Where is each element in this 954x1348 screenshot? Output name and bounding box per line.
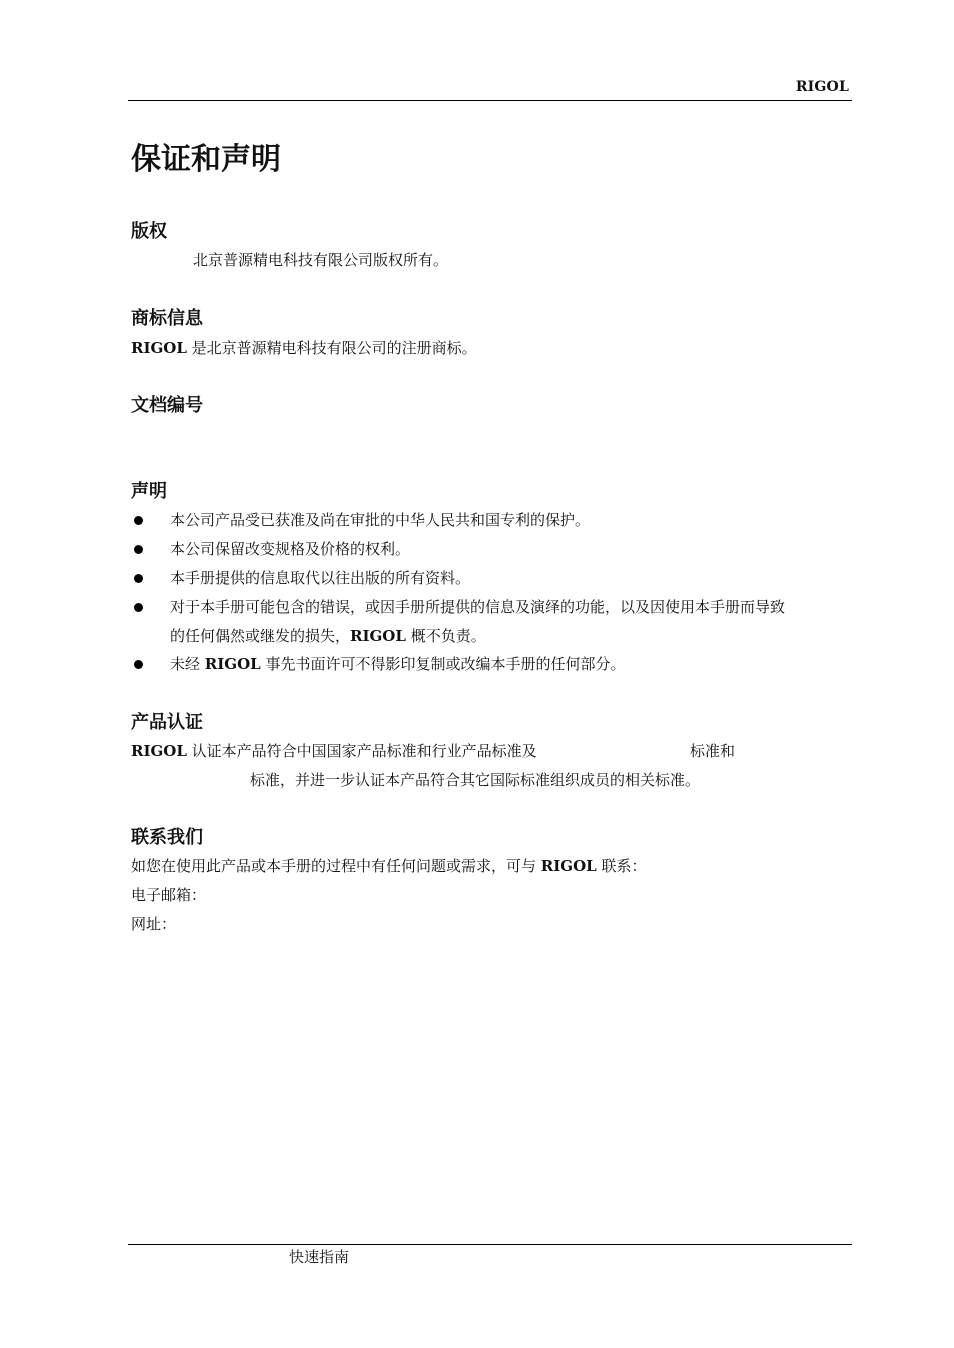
statement-item-4-post: 概不负责。 (405, 627, 486, 645)
certification-heading: 产品认证 (131, 712, 203, 733)
trademark-heading: 商标信息 (131, 308, 203, 329)
contact-brand: RIGOL (540, 857, 597, 875)
certification-brand: RIGOL (131, 742, 187, 760)
statement-item-3: 本手册提供的信息取代以往出版的所有资料。 (170, 569, 471, 587)
page-title: 保证和声明 (131, 142, 281, 177)
copyright-heading: 版权 (131, 221, 167, 242)
statement-item-5 (170, 650, 854, 679)
bullet-icon (134, 660, 143, 669)
statement-item-5-post: 事先书面许可不得影印复制或改编本手册的任何部分。 (260, 655, 626, 673)
copyright-text: 北京普源精电科技有限公司版权所有。 (193, 251, 449, 269)
bullet-icon (134, 603, 143, 612)
trademark-text (131, 337, 477, 359)
contact-email-label: 电子邮箱： (131, 886, 207, 904)
certification-line2: 标准，并进一步认证本产品符合其它国际标准组织成员的相关标准。 (250, 771, 701, 789)
statement-item-4-line1: 对于本手册可能包含的错误，或因手册所提供的信息及演绎的功能，以及因使用本手册而导致 (170, 598, 786, 616)
footer-rule (128, 1244, 852, 1245)
statement-item-4-brand: RIGOL (350, 627, 406, 645)
header-rule (128, 100, 852, 101)
statement-item-2: 本公司保留改变规格及价格的权利。 (170, 540, 411, 558)
statement-item-5-brand: RIGOL (204, 655, 261, 673)
trademark-brand: RIGOL (131, 339, 187, 357)
bullet-icon (134, 516, 143, 525)
statement-item-4-line2 (170, 622, 854, 651)
certification-line1-tail: 标准和 (690, 742, 736, 760)
contact-web-label: 网址： (131, 915, 177, 933)
contact-intro (131, 855, 646, 877)
statement-item-4-pre: 的任何偶然或继发的损失， (170, 627, 351, 645)
bullet-icon (134, 574, 143, 583)
statement-heading: 声明 (131, 481, 167, 502)
footer-text: 快速指南 (289, 1248, 350, 1266)
header-brand: RIGOL (795, 79, 849, 95)
certification-line1 (131, 740, 537, 762)
trademark-body: 是北京普源精电科技有限公司的注册商标。 (186, 339, 477, 357)
statement-item-4 (170, 593, 854, 651)
contact-heading: 联系我们 (131, 827, 203, 848)
contact-intro-pre: 如您在使用此产品或本手册的过程中有任何问题或需求，可与 (131, 857, 541, 875)
contact-intro-post: 联系： (596, 857, 647, 875)
statement-item-1: 本公司产品受已获准及尚在审批的中华人民共和国专利的保护。 (170, 511, 591, 529)
doc-number-heading: 文档编号 (131, 395, 203, 416)
bullet-icon (134, 545, 143, 554)
certification-line1-text: 认证本产品符合中国国家产品标准和行业产品标准及 (186, 742, 537, 760)
statement-item-5-pre: 未经 (170, 655, 205, 673)
